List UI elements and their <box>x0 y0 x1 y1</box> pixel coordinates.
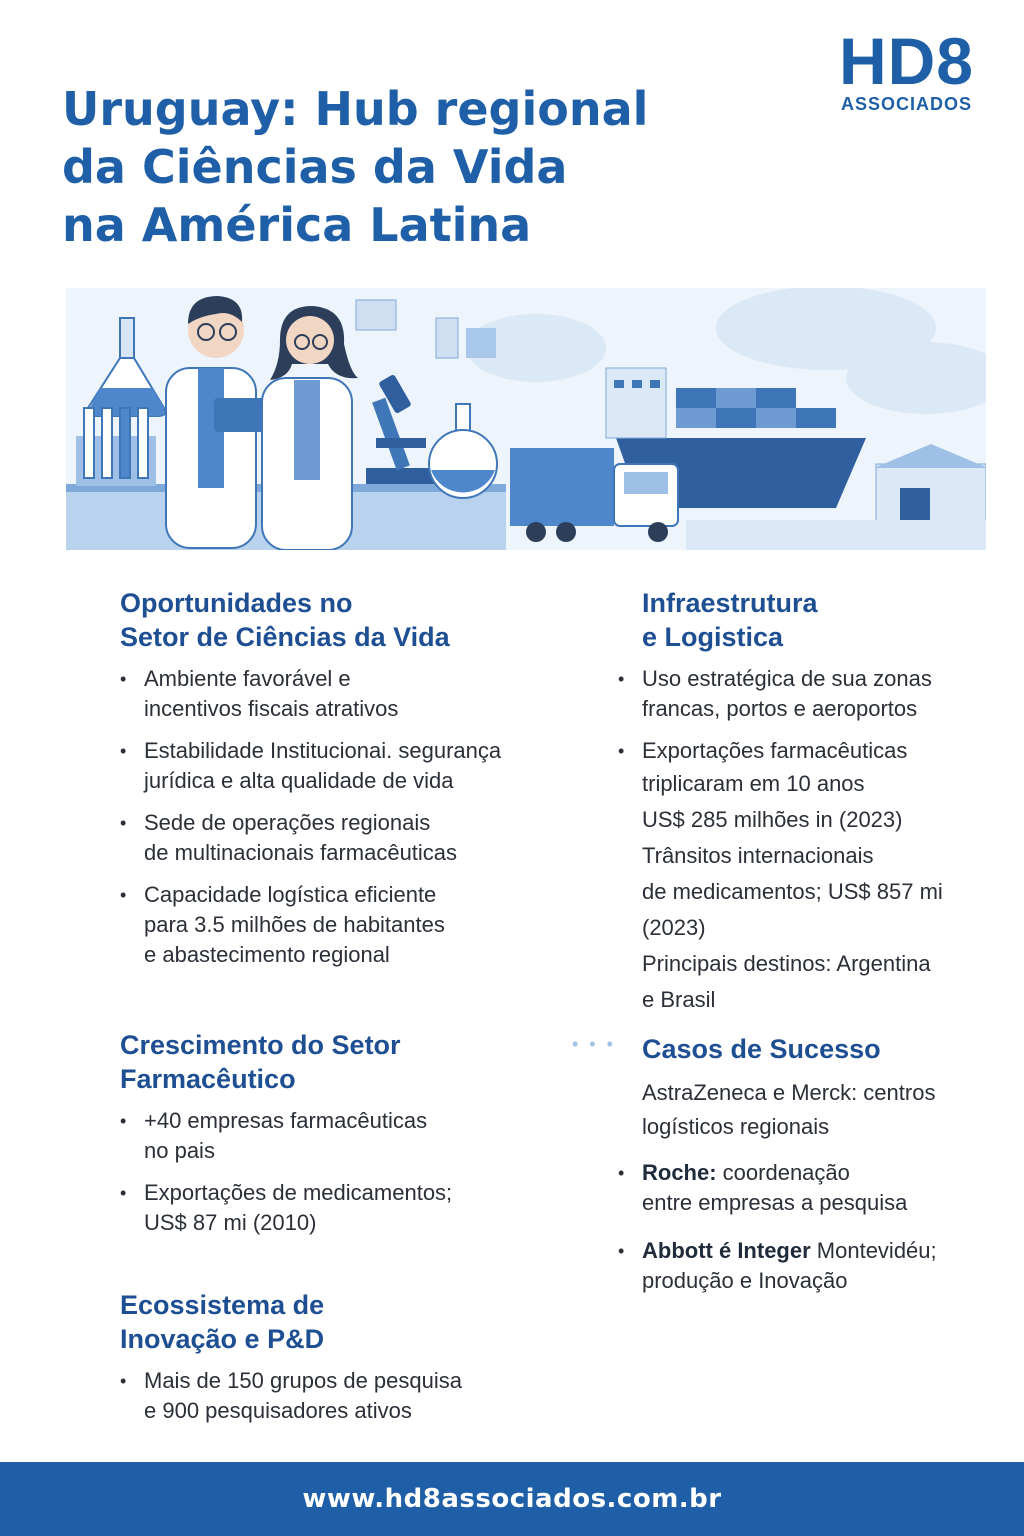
section-infraestrutura <box>618 586 998 1018</box>
section-casos-de-sucesso <box>618 1032 998 1308</box>
section-oportunidades <box>120 586 560 982</box>
infra-line: US$ 285 milhões in (2023) <box>642 807 903 832</box>
infra-line: triplicaram em 10 anos <box>642 771 865 796</box>
infra-line: Trânsitos internacionais <box>642 843 874 868</box>
bullet-list <box>120 664 560 970</box>
bullet-icon: • <box>120 813 127 833</box>
bullet-list <box>120 1106 560 1238</box>
decorative-dots: • • • <box>572 1034 616 1054</box>
list-item: • Exportações farmacêuticas <box>618 736 998 766</box>
list-item: • Sede de operações regionais de multinacionais farmacêuticas <box>120 810 458 865</box>
section-title: Oportunidades no Setor de Ciências da Vida <box>120 588 450 652</box>
bullet-icon: • <box>120 885 127 905</box>
bullet-icon: • <box>618 741 625 761</box>
logo-mark: HD8 <box>838 24 974 98</box>
bullet-icon: • <box>120 669 127 689</box>
page-title <box>62 80 702 254</box>
brand-logo <box>838 24 974 115</box>
bullet-icon: • <box>618 1241 625 1261</box>
infra-line: (2023) <box>642 915 706 940</box>
list-item: • Uso estratégica de sua zonas francas, portos e aeroportos <box>618 666 932 721</box>
section-title: Casos de Sucesso <box>642 1034 881 1064</box>
section-crescimento <box>120 1028 560 1250</box>
section-ecossistema <box>120 1288 560 1438</box>
bullet-list <box>618 664 998 766</box>
company-name: Roche: <box>642 1160 717 1185</box>
list-item: • Mais de 150 grupos de pesquisa e 900 pesquisadores ativos <box>120 1368 462 1423</box>
footer-bar <box>0 1462 1024 1536</box>
list-item: • Abbott é Integer Montevidéu; produção e Inovação <box>618 1238 937 1293</box>
infra-line: de medicamentos; US$ 857 mi <box>642 879 943 904</box>
bullet-list <box>618 1158 998 1296</box>
list-item: • Roche: coordenação entre empresas a pesquisa <box>618 1160 908 1215</box>
hero-illustration <box>66 288 986 550</box>
bullet-icon: • <box>618 669 625 689</box>
bullet-list <box>120 1366 560 1426</box>
list-item: • Exportações de medicamentos; US$ 87 mi (2010) <box>120 1180 453 1235</box>
bullet-icon: • <box>120 1183 127 1203</box>
bullet-icon: • <box>120 741 127 761</box>
section-title: Ecossistema de Inovação e P&D <box>120 1290 325 1354</box>
section-title: Infraestrutura e Logistica <box>642 588 818 652</box>
title-line-1: Uruguay: Hub regional <box>62 82 649 136</box>
bullet-icon: • <box>618 1163 625 1183</box>
infra-line: e Brasil <box>642 987 716 1012</box>
casos-intro: AstraZeneca e Merck: centros logísticos regionais <box>642 1080 936 1139</box>
bullet-icon: • <box>120 1371 127 1391</box>
logo-subtitle: ASSOCIADOS <box>840 94 972 114</box>
section-title: Crescimento do Setor Farmacêutico <box>120 1030 401 1094</box>
bullet-icon: • <box>120 1111 127 1131</box>
list-item: • Estabilidade Institucionai. segurança jurídica e alta qualidade de vida <box>120 738 502 793</box>
company-name: Abbott é Integer <box>642 1238 811 1263</box>
website-link[interactable]: www.hd8associados.com.br <box>302 1484 722 1514</box>
list-item: • Capacidade logística eficiente para 3.5 milhões de habitantes e abastecimento regional <box>120 882 445 967</box>
infra-line: Principais destinos: Argentina <box>642 951 931 976</box>
list-item: • Ambiente favorável e incentivos fiscais atrativos <box>120 666 399 721</box>
title-line-2: da Ciências da Vida <box>62 140 568 194</box>
list-item: • +40 empresas farmacêuticas no pais <box>120 1108 428 1163</box>
title-line-3: na América Latina <box>62 198 532 252</box>
